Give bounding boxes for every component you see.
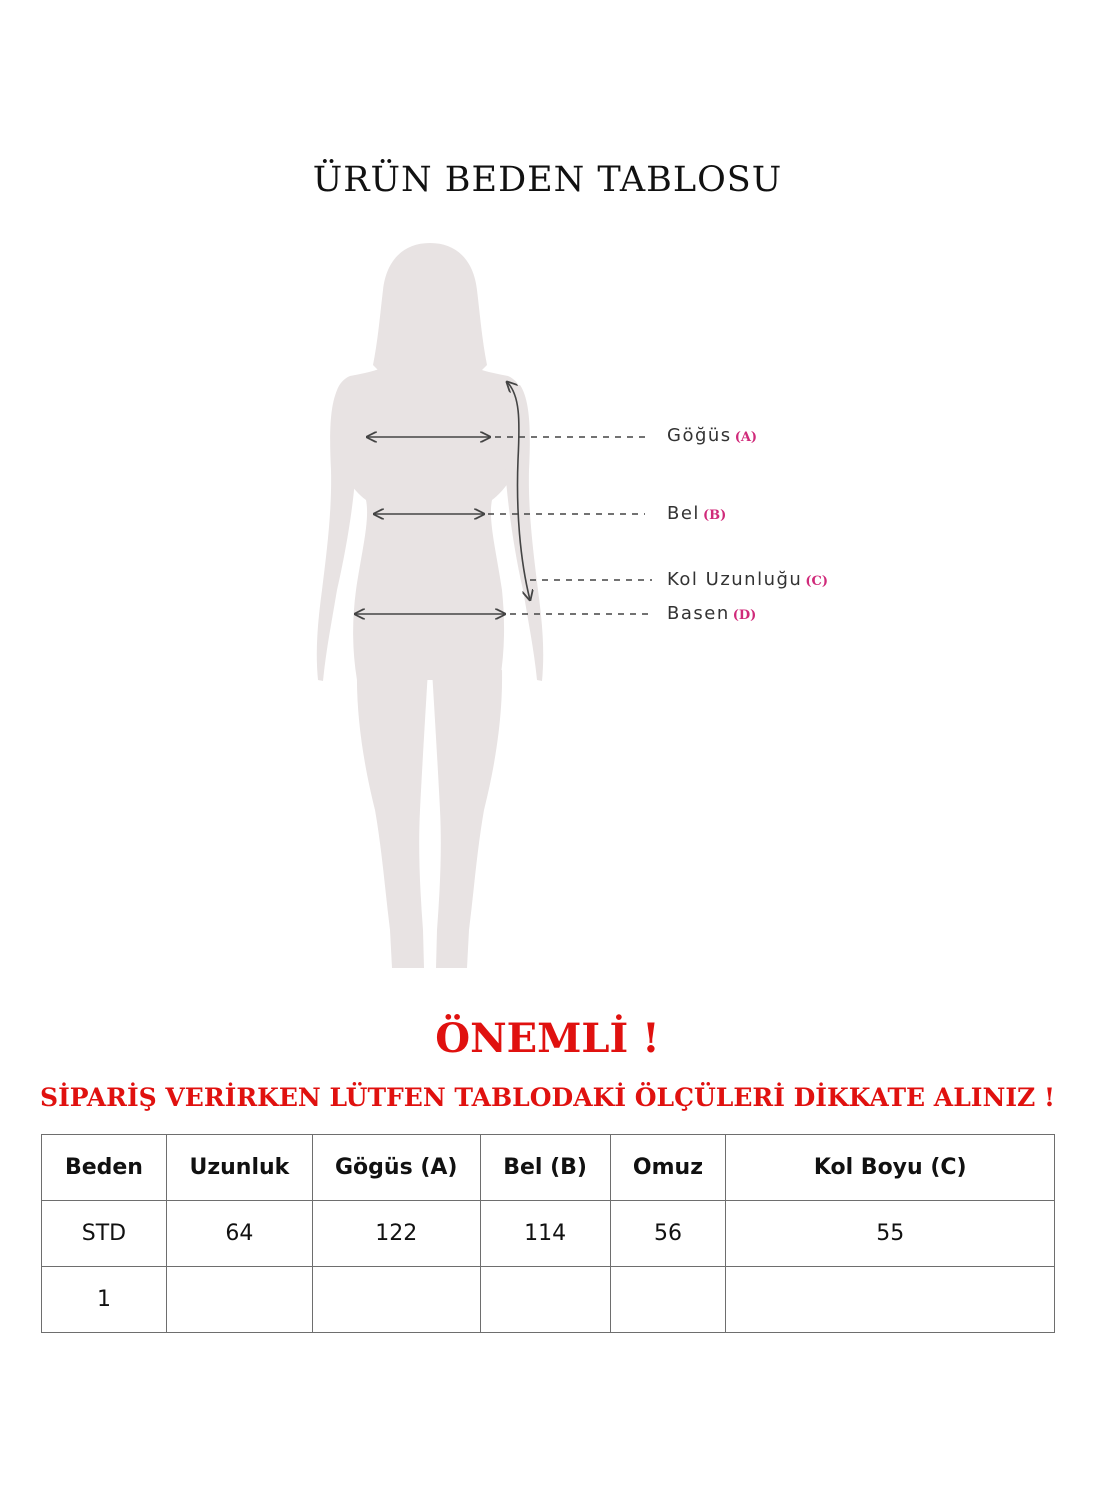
- table-cell: 64: [166, 1201, 312, 1267]
- silhouette-left-arm: [317, 385, 356, 681]
- header-uzunluk: Uzunluk: [166, 1135, 312, 1201]
- hip-code: (D): [732, 608, 757, 623]
- table-cell: 1: [42, 1267, 167, 1333]
- table-row: [42, 1267, 1055, 1333]
- waist-code: (B): [702, 508, 727, 523]
- header-bel: Bel (B): [480, 1135, 610, 1201]
- waist-label: [667, 503, 726, 524]
- table-header-row: [42, 1135, 1055, 1201]
- chest-code: (A): [734, 430, 758, 445]
- sleeve-length-label: [667, 569, 828, 590]
- chest-label-text: Göğüs: [667, 425, 732, 446]
- sleeve-length-code: (C): [805, 574, 828, 589]
- table-cell: [312, 1267, 480, 1333]
- table-cell: [726, 1267, 1055, 1333]
- silhouette-torso: [334, 350, 524, 680]
- silhouette-right-leg: [432, 670, 502, 968]
- table-cell: 122: [312, 1201, 480, 1267]
- table-row: [42, 1201, 1055, 1267]
- important-heading: ÖNEMLİ !: [435, 1015, 660, 1062]
- hip-label: [667, 603, 756, 624]
- chest-label: [667, 425, 757, 446]
- header-kol-boyu: Kol Boyu (C): [726, 1135, 1055, 1201]
- table-cell: [166, 1267, 312, 1333]
- table-cell: 56: [610, 1201, 726, 1267]
- table-cell: [480, 1267, 610, 1333]
- table-cell: STD: [42, 1201, 167, 1267]
- waist-label-text: Bel: [667, 503, 700, 524]
- table-cell: 55: [726, 1201, 1055, 1267]
- female-silhouette: [317, 243, 543, 968]
- header-beden: Beden: [42, 1135, 167, 1201]
- silhouette-left-leg: [357, 670, 428, 968]
- table-cell: [610, 1267, 726, 1333]
- hip-label-text: Basen: [667, 603, 730, 624]
- page-title: ÜRÜN BEDEN TABLOSU: [312, 160, 783, 200]
- table-cell: 114: [480, 1201, 610, 1267]
- header-omuz: Omuz: [610, 1135, 726, 1201]
- header-gogus: Gögüs (A): [312, 1135, 480, 1201]
- silhouette-right-arm: [505, 385, 543, 681]
- important-notice-text: SİPARİŞ VERİRKEN LÜTFEN TABLODAKİ ÖLÇÜLERİ DİKKATE ALINIZ !: [40, 1083, 1055, 1112]
- sleeve-length-label-text: Kol Uzunluğu: [667, 569, 803, 590]
- size-table: [41, 1134, 1055, 1333]
